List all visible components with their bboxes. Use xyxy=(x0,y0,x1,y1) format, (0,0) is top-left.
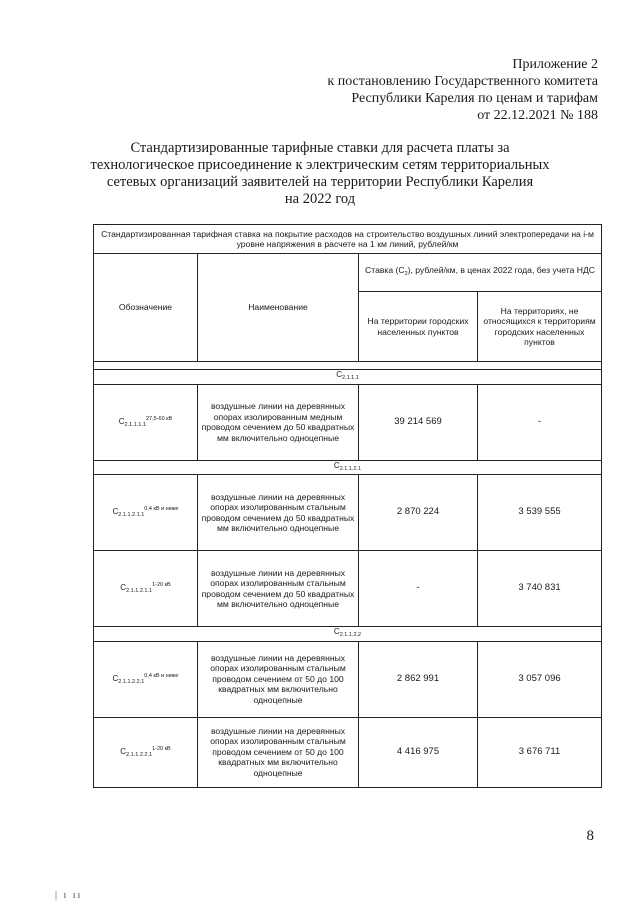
row-urban-value: 2 862 991 xyxy=(359,641,478,717)
row-code: $С_{2.1.1.2.2.1}^{1-20 кВ}$ xyxy=(94,717,198,787)
row-name: воздушные линии на деревянных опорах изолированным стальным проводом сечением от 50 до 100 квадратных мм включительно одноцепные xyxy=(198,717,359,787)
row-urban-value: 4 416 975 xyxy=(359,717,478,787)
row-name: воздушные линии на деревянных опорах изолированным стальным проводом сечением до 50 квадратных мм включительно одноцепные xyxy=(198,475,359,551)
document-title xyxy=(60,140,580,208)
section-header: $С_{2.1.1.2.2}$ xyxy=(94,627,602,642)
scan-marks: | ı ıı xyxy=(55,890,83,901)
header-rural: На территориях, не относящихся к территориям городских населенных пунктов xyxy=(478,292,602,362)
section-header: $С_{2.1.1.1}$ xyxy=(94,370,602,385)
tariff-table xyxy=(93,224,602,788)
row-code: $С_{2.1.1.1.1}^{27,5-60 кВ}$ xyxy=(94,384,198,460)
row-urban-value: 2 870 224 xyxy=(359,475,478,551)
section-header: $С_{2.1.1.2.1}$ xyxy=(94,460,602,475)
appendix-line-2: к постановлению Государственного комитета xyxy=(327,74,598,89)
row-urban-value: - xyxy=(359,551,478,627)
row-code: $С_{2.1.1.2.1.1}^{0,4 кВ и ниже}$ xyxy=(94,475,198,551)
title-line-1: Стандартизированные тарифные ставки для расчета платы за xyxy=(130,140,510,156)
table-spacer xyxy=(94,362,602,370)
row-rural-value: 3 740 831 xyxy=(478,551,602,627)
header-name: Наименование xyxy=(198,254,359,362)
row-code: $С_{2.1.1.2.2.1}^{0,4 кВ и ниже}$ xyxy=(94,641,198,717)
appendix-line-1: Приложение 2 xyxy=(512,57,598,72)
page-number: 8 xyxy=(586,828,594,844)
row-name: воздушные линии на деревянных опорах изолированным стальным проводом сечением до 50 квадратных мм включительно одноцепные xyxy=(198,551,359,627)
table-caption: Стандартизированная тарифная ставка на покрытие расходов на строительство воздушных линий электропередачи на i-м уровне напряжения в расчете на 1 км линий, рублей/км xyxy=(94,225,602,254)
title-line-2: технологическое присоединение к электрическим сетям территориальных xyxy=(90,157,550,173)
row-rural-value: 3 676 711 xyxy=(478,717,602,787)
header-designation: Обозначение xyxy=(94,254,198,362)
title-line-3: сетевых организаций заявителей на территории Республики Карелия xyxy=(106,174,534,190)
row-rural-value: - xyxy=(478,384,602,460)
appendix-line-4: от 22.12.2021 № 188 xyxy=(477,108,598,123)
row-urban-value: 39 214 569 xyxy=(359,384,478,460)
header-urban: На территории городских населенных пунктов xyxy=(359,292,478,362)
row-rural-value: 3 539 555 xyxy=(478,475,602,551)
row-name: воздушные линии на деревянных опорах изолированным медным проводом сечением до 50 квадратных мм включительно одноцепные xyxy=(198,384,359,460)
appendix-line-3: Республики Карелия по ценам и тарифам xyxy=(351,91,598,106)
appendix-header xyxy=(327,56,598,124)
row-rural-value: 3 057 096 xyxy=(478,641,602,717)
row-name: воздушные линии на деревянных опорах изолированным стальным проводом сечением от 50 до 100 квадратных мм включительно одноцепные xyxy=(198,641,359,717)
row-code: $С_{2.1.1.2.1.1}^{1-20 кВ}$ xyxy=(94,551,198,627)
header-rate: Ставка $(С_2)$, рублей/км, в ценах 2022 года, без учета НДС xyxy=(359,254,602,292)
title-line-4: на 2022 год xyxy=(284,191,356,207)
